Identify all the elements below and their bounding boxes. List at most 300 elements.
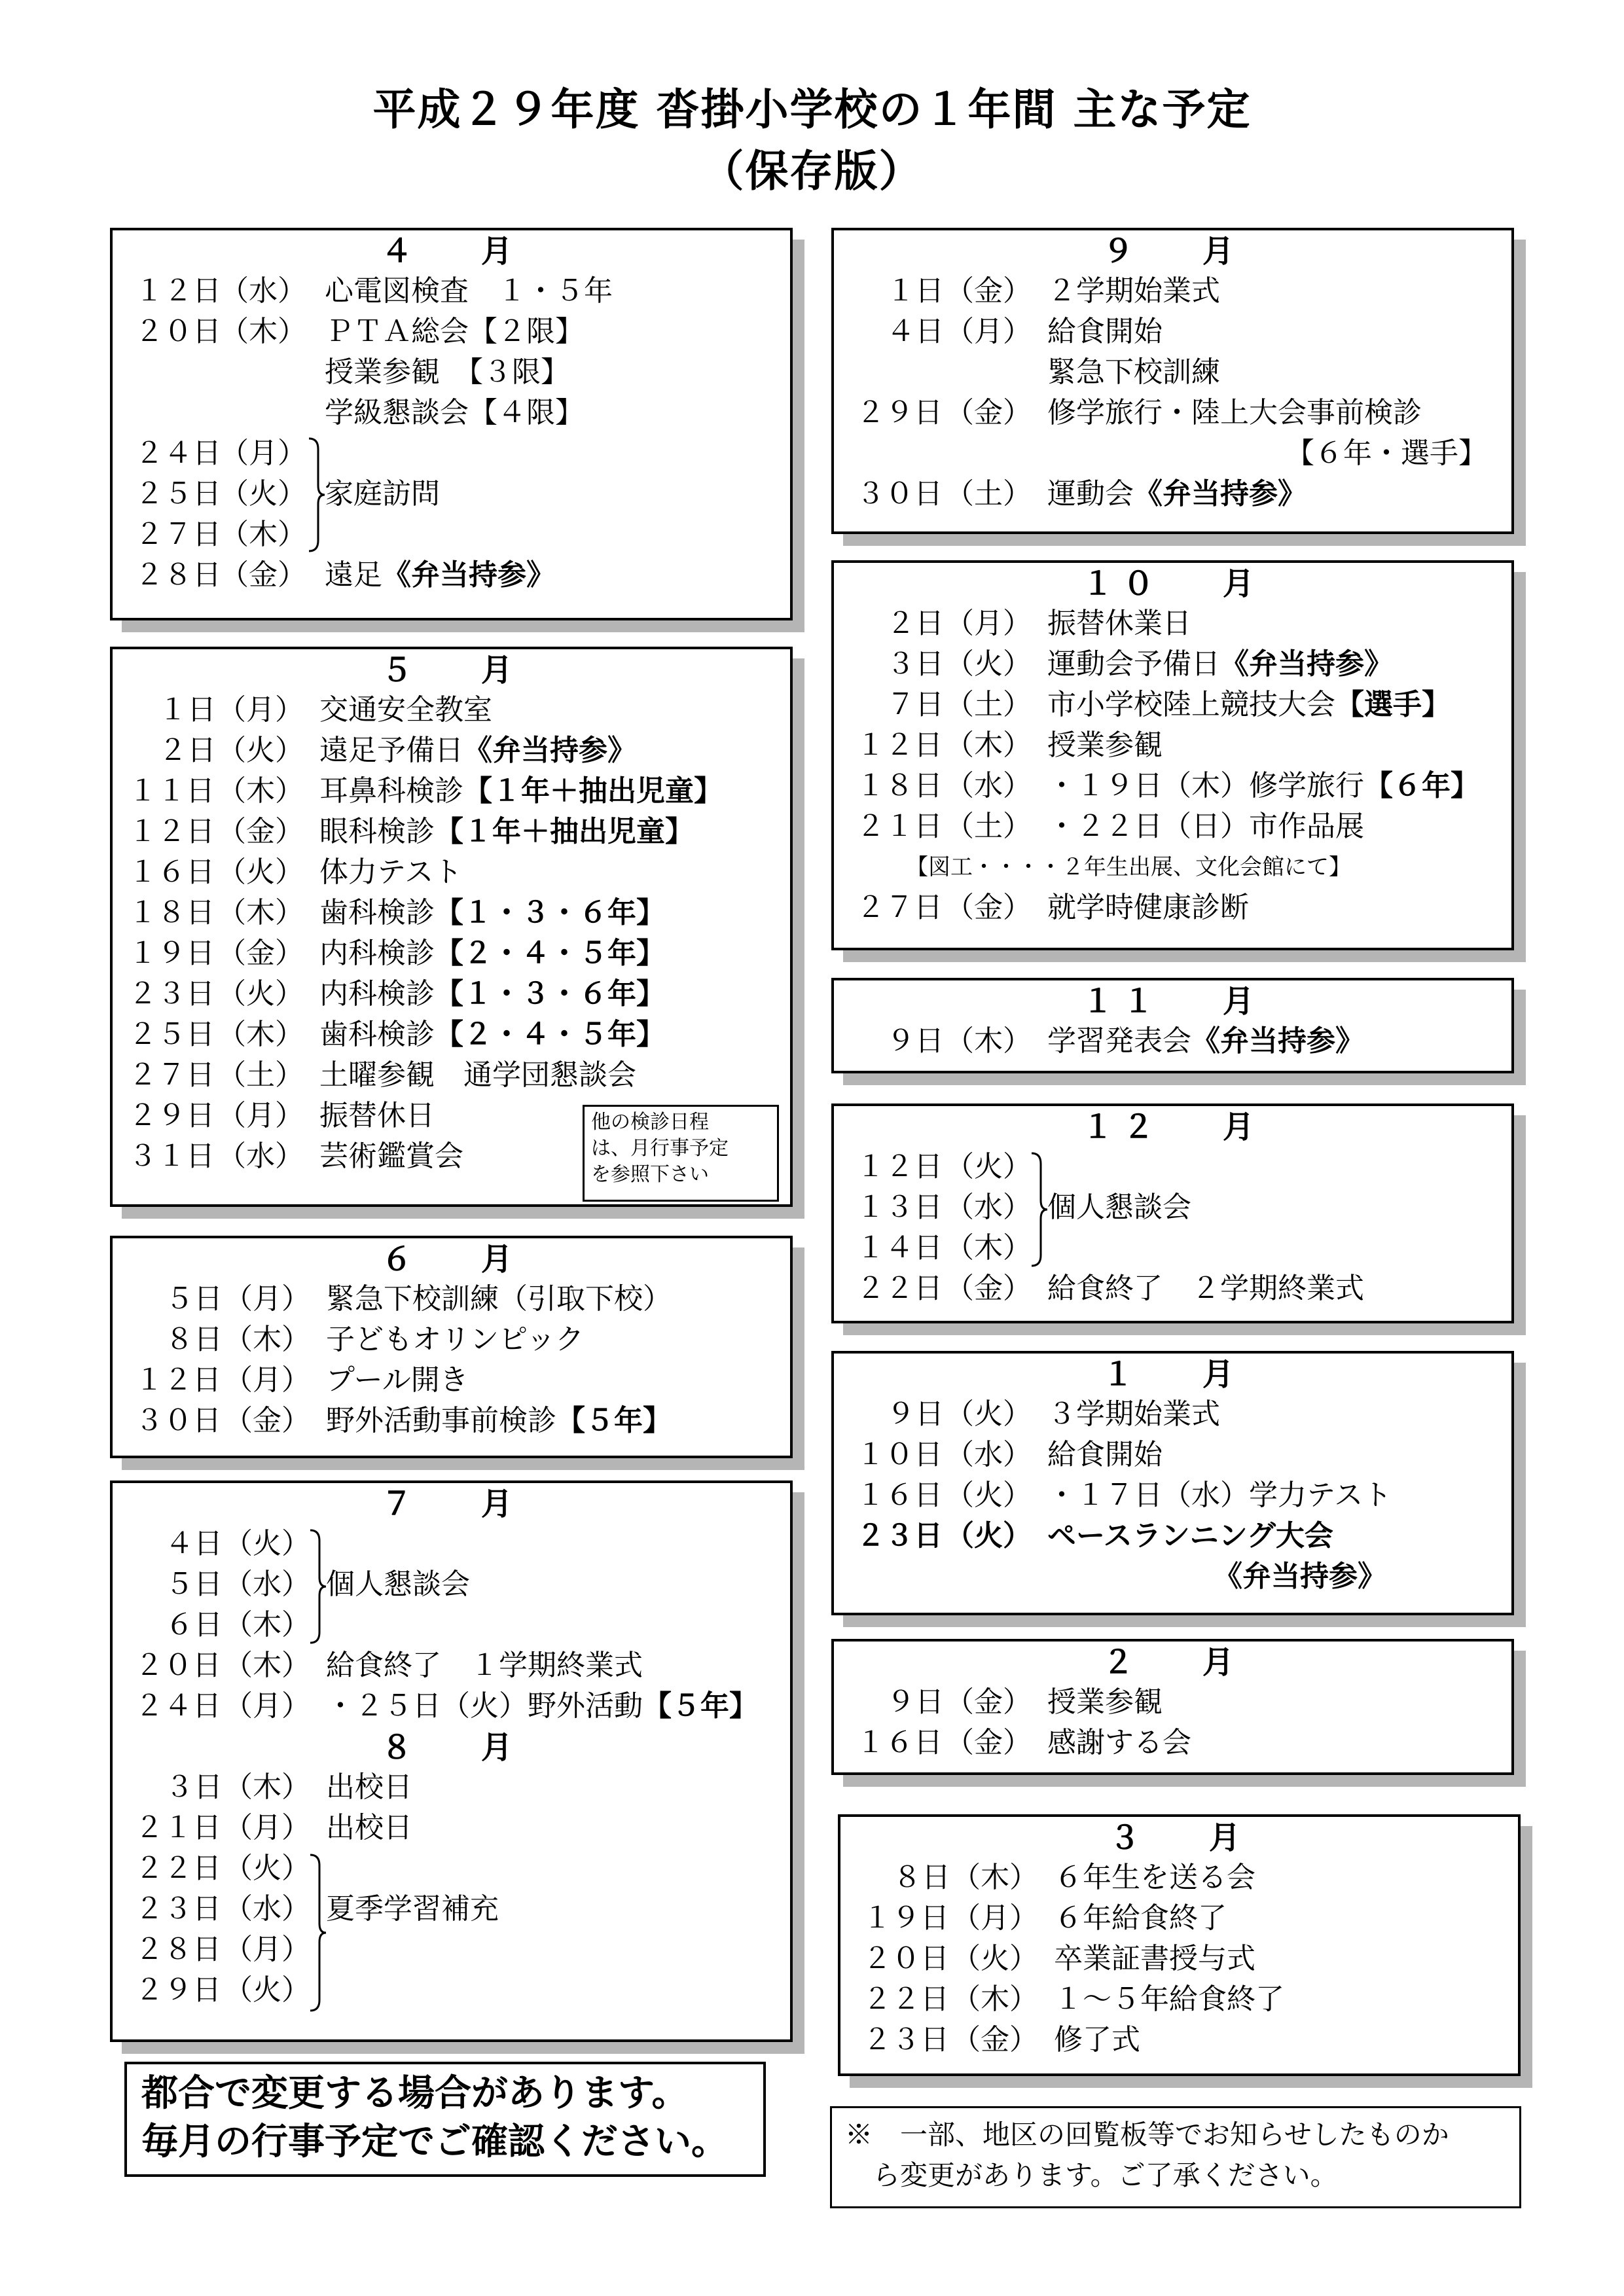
schedule-row [840,1939,1518,1979]
schedule-row [834,474,1511,514]
event-text: 耳鼻科検診 [319,774,463,808]
date: ２９日 [135,1973,221,2007]
event: 土曜参観 通学団懇談会 [319,1058,636,1092]
event: 給食終了 １学期終業式 [326,1649,643,1682]
date: ２７日 [128,1058,215,1092]
change-warning [124,2062,766,2177]
weekday: （木） [220,518,306,551]
weekday: （水） [945,769,1032,802]
event: 感謝する会 [1047,1726,1191,1759]
event: 緊急下校訓練 [1047,355,1220,389]
event: ６年給食終了 [1054,1901,1227,1935]
event-note: 【５年】 [556,1404,672,1437]
event-note: 【５年】 [643,1689,758,1723]
weekday: （木） [945,1024,1032,1058]
footnote [830,2106,1521,2208]
event: 修学旅行・陸上大会事前検診 [1047,396,1422,429]
weekday: （金） [945,1685,1032,1719]
event-note: 【１・３・６年】 [435,977,665,1011]
october-box [831,560,1514,950]
date: ２１日 [856,810,943,843]
schedule-row [834,1475,1511,1516]
schedule-row [113,433,790,474]
may-box [110,647,793,1207]
date: １日 [158,693,216,726]
event-note: 【１・３・６年】 [435,896,665,929]
date: ４日 [886,315,944,348]
weekday: （火） [217,855,304,889]
weekday: （月） [224,1811,310,1844]
weekday: （月） [945,315,1032,348]
event-note: 【１年＋抽出児童】 [463,774,723,808]
schedule-row [113,1970,790,2011]
january-box [831,1351,1514,1615]
schedule-row [834,1435,1511,1475]
weekday: （月） [224,1282,310,1316]
event-text: 運動会 [1047,477,1134,511]
weekday: （水） [224,1892,310,1926]
date: ９日 [886,1024,944,1058]
schedule-row [113,352,790,393]
weekday: （水） [217,1139,304,1173]
event: 授業参観 [1047,1685,1163,1719]
weekday: （金） [217,937,304,970]
weekday: （木） [220,315,306,348]
schedule-row [834,1147,1511,1187]
date: ２９日 [128,1099,215,1132]
event: ６年生を送る会 [1054,1861,1255,1894]
september-box [831,228,1514,534]
event-text: 歯科検診 [319,896,435,929]
schedule-row [834,766,1511,806]
date: １９日 [863,1901,949,1935]
date: ３１日 [128,1139,215,1173]
note-line: 他の検診日程 [591,1111,709,1134]
date: ２１日 [135,1811,221,1844]
schedule-row [113,1808,790,1848]
schedule-row [840,2020,1518,2060]
schedule-row [113,1360,790,1401]
date: ２５日 [135,477,221,511]
date: ６日 [165,1608,223,1641]
event [319,893,665,933]
event-text: 遠足予備日 [319,734,463,767]
schedule-row [840,1898,1518,1939]
date: ３日 [886,647,944,681]
schedule-row [113,1767,790,1808]
event-text: ・１９日（木）修学旅行 [1047,769,1364,802]
date: ２７日 [135,518,221,551]
weekday: （火） [224,1973,310,2007]
schedule-row [834,1723,1511,1763]
event [319,771,723,812]
schedule-row [834,1682,1511,1723]
date: １２日 [128,815,215,848]
date: ８日 [893,1861,950,1894]
weekday: （木） [224,1608,310,1641]
date: ２２日 [135,1852,221,1885]
schedule-row [834,312,1511,352]
month-heading: ８ 月 [381,1729,522,1766]
date: １６日 [856,1479,943,1512]
schedule-row [840,1857,1518,1898]
weekday: （金） [945,891,1032,924]
event-text: 市小学校陸上競技大会 [1047,688,1335,721]
schedule-row [113,1645,790,1686]
weekday: （月） [224,1363,310,1397]
november-box [831,978,1514,1073]
note-line: を参照下さい [591,1163,709,1186]
event [326,1686,758,1727]
schedule-row [834,1394,1511,1435]
schedule-row [834,725,1511,766]
schedule-row [113,893,790,933]
schedule-row [113,690,790,730]
weekday: （火） [224,1852,310,1885]
weekday: （土） [945,810,1032,843]
event-note: 《弁当持参》 [382,558,555,592]
schedule-row [113,1014,790,1055]
date: ２０日 [135,1649,221,1682]
weekday: （木） [217,896,304,929]
schedule-row [834,1516,1511,1556]
date: ８日 [165,1323,223,1356]
schedule-row [113,1848,790,1889]
month-heading: ４ 月 [381,233,522,270]
date: １３日 [856,1191,943,1224]
weekday: （土） [945,477,1032,511]
event-note: 【６年】 [1364,769,1479,802]
date: １２日 [135,274,221,308]
weekday: （月） [217,1099,304,1132]
date: １８日 [128,896,215,929]
note-line: は、月行事予定 [591,1137,729,1160]
event: 振替休業日 [1047,607,1191,640]
event [319,812,694,852]
event: 【６年・選手】 [1286,437,1487,470]
date: １４日 [856,1231,943,1265]
date: ２０日 [863,1942,949,1975]
date: １日 [886,274,944,308]
event: 子どもオリンピック [326,1323,585,1356]
event [319,974,665,1014]
date: １９日 [128,937,215,970]
event: 家庭訪問 [325,477,440,511]
date: ２４日 [135,1689,221,1723]
event: 出校日 [326,1811,412,1844]
weekday: （火） [952,1942,1038,1975]
weekday: （月） [217,693,304,726]
july-august-box [110,1480,793,2042]
schedule-row [113,852,790,893]
event: 夏季学習補充 [326,1892,499,1926]
other-checkups-note [583,1105,779,1202]
event: 【図工・・・・２年生出展、文化会館にて】 [906,854,1351,880]
weekday: （土） [217,1058,304,1092]
event [326,1401,672,1441]
weekday: （木） [224,1770,310,1804]
schedule-row [113,474,790,514]
date: １６日 [128,855,215,889]
event-note: 【２・４・５年】 [435,1018,665,1051]
date: ４日 [165,1527,223,1560]
date: ２３日 [128,977,215,1011]
schedule-row [834,1228,1511,1268]
schedule-row [113,555,790,596]
event: 出校日 [326,1770,412,1804]
page-subtitle: （保存版） [700,146,924,196]
event-note: 【１年＋抽出児童】 [435,815,694,848]
event-text: 内科検診 [319,937,435,970]
event-text: 野外活動事前検診 [326,1404,556,1437]
schedule-row [113,1055,790,1096]
event-text: 遠足 [325,558,382,592]
event: ・１７日（水）学力テスト [1047,1479,1392,1512]
event: ペースランニング大会 [1047,1519,1333,1552]
event-text: ・２５日（火）野外活動 [326,1689,643,1723]
event-note: 《弁当持参》 [1134,477,1307,511]
weekday: （火） [945,1150,1032,1183]
schedule-row [113,1401,790,1441]
schedule-row [834,1187,1511,1228]
event [319,1014,665,1055]
event: 体力テスト [319,855,463,889]
event: ３学期始業式 [1047,1397,1220,1431]
weekday: （月） [224,1689,310,1723]
date: １６日 [856,1726,943,1759]
weekday: （火） [217,734,304,767]
schedule-row [834,847,1511,888]
date: ２８日 [135,558,221,592]
schedule-row [834,393,1511,433]
date: ２３日 [135,1892,221,1926]
schedule-row [113,1524,790,1564]
date: ２５日 [128,1018,215,1051]
brace-icon [1029,1151,1049,1268]
event: 授業参観 [1047,728,1163,762]
date: ３日 [165,1770,223,1804]
schedule-row [113,1929,790,1970]
schedule-row [113,514,790,555]
weekday: （木） [952,1861,1038,1894]
december-box [831,1103,1514,1323]
event: 給食開始 [1047,315,1163,348]
weekday: （木） [952,1982,1038,2016]
event [1047,685,1451,725]
event: 心電図検査 １・５年 [325,274,613,308]
weekday: （火） [945,1479,1032,1512]
event [325,555,555,596]
footnote-line: ※ 一部、地区の回覧板等でお知らせしたものか [845,2119,1449,2151]
month-heading: ３ 月 [1109,1820,1250,1856]
event-note: 《弁当持参》 [1220,647,1393,681]
date: １１日 [128,774,215,808]
date: ５日 [165,1282,223,1316]
weekday: （金） [224,1404,310,1437]
weekday: （土） [945,688,1032,721]
weekday: （金） [945,274,1032,308]
event: 緊急下校訓練（引取下校） [326,1282,672,1316]
weekday: （金） [945,1272,1032,1305]
event-text: 眼科検診 [319,815,435,848]
brace-icon [308,1852,327,2013]
schedule-row [834,806,1511,847]
event-text: 学習発表会 [1047,1024,1191,1058]
schedule-row [834,1021,1511,1062]
event-note: 《弁当持参》 [1214,1560,1386,1593]
event [1047,1021,1364,1062]
event [1047,766,1479,806]
event: 就学時健康診断 [1047,891,1249,924]
schedule-row [113,393,790,433]
weekday: （月） [224,1933,310,1966]
date: ２４日 [135,437,221,470]
schedule-row [834,1268,1511,1309]
month-heading: ９ 月 [1102,233,1243,270]
february-box [831,1639,1514,1775]
weekday: （火） [945,647,1032,681]
weekday: （金） [945,1726,1032,1759]
month-heading: ２ 月 [1102,1644,1243,1681]
event: 授業参観 【３限】 [325,355,569,389]
event [1047,474,1307,514]
weekday: （木） [945,728,1032,762]
weekday: （木） [217,1018,304,1051]
schedule-row [834,603,1511,644]
date: ２２日 [863,1982,949,2016]
schedule-row [113,771,790,812]
event: ・２２日（日）市作品展 [1047,810,1364,843]
event: ＰＴＡ総会【２限】 [325,315,584,348]
event: １～５年給食終了 [1054,1982,1284,2016]
weekday: （金） [952,2023,1038,2056]
event: 個人懇談会 [1047,1191,1191,1224]
weekday: （月） [220,437,306,470]
schedule-row [834,1556,1511,1597]
month-heading: １１ 月 [1082,983,1263,1020]
brace-icon [308,1528,327,1645]
date: １８日 [856,769,943,802]
date: ２２日 [856,1272,943,1305]
date: １２日 [135,1363,221,1397]
weekday: （木） [217,774,304,808]
weekday: （水） [220,274,306,308]
date: ５日 [165,1568,223,1601]
month-heading: ６ 月 [381,1241,522,1278]
date: ２８日 [135,1933,221,1966]
event: 学級懇談会【４限】 [325,396,584,429]
schedule-row [113,730,790,771]
event: プール開き [326,1363,469,1397]
warning-line: 都合で変更する場合があります。 [141,2072,689,2115]
date: ２９日 [856,396,943,429]
weekday: （火） [220,477,306,511]
schedule-row [113,1564,790,1605]
event: 卒業証書授与式 [1054,1942,1255,1975]
date: ７日 [886,688,944,721]
schedule-row [113,812,790,852]
event-note: 【２・４・５年】 [435,937,665,970]
schedule-row [834,685,1511,725]
schedule-row [834,271,1511,312]
schedule-row [113,933,790,974]
weekday: （金） [217,815,304,848]
warning-line: 毎月の行事予定でご確認ください。 [141,2121,728,2163]
event: 芸術鑑賞会 [319,1139,463,1173]
schedule-row [113,1319,790,1360]
event-note: 【選手】 [1335,688,1451,721]
june-box [110,1236,793,1458]
weekday: （火） [945,1519,1032,1552]
event [319,933,665,974]
page-title: 平成２９年度 沓掛小学校の１年間 主な予定 [372,84,1252,135]
footnote-line: ら変更があります。ご了承ください。 [845,2159,1338,2191]
weekday: （火） [217,977,304,1011]
date: ２３日 [856,1519,943,1552]
weekday: （火） [224,1527,310,1560]
date: ２日 [886,607,944,640]
event-text: 内科検診 [319,977,435,1011]
april-box [110,228,793,620]
date: ９日 [886,1685,944,1719]
weekday: （月） [945,607,1032,640]
date: １２日 [856,728,943,762]
event-note: 《弁当持参》 [1191,1024,1364,1058]
weekday: （金） [220,558,306,592]
schedule-row [834,433,1511,474]
weekday: （水） [945,1191,1032,1224]
event: 給食開始 [1047,1438,1163,1471]
date: １０日 [856,1438,943,1471]
weekday: （月） [952,1901,1038,1935]
date: ２７日 [856,891,943,924]
month-heading: １０ 月 [1082,565,1263,602]
schedule-row [113,1605,790,1645]
event: 修了式 [1054,2023,1140,2056]
schedule-row [113,1279,790,1319]
event-text: 運動会予備日 [1047,647,1220,681]
schedule-row [113,1686,790,1727]
event: 個人懇談会 [326,1568,470,1601]
event [1047,644,1393,685]
event: ２学期始業式 [1047,274,1220,308]
date: ２日 [158,734,216,767]
month-heading: ７ 月 [381,1486,522,1522]
weekday: （木） [224,1649,310,1682]
schedule-row [113,1889,790,1929]
weekday: （木） [945,1231,1032,1265]
schedule-row [834,352,1511,393]
brace-icon [306,436,326,554]
march-box [838,1814,1521,2076]
schedule-row [113,312,790,352]
schedule-row [113,271,790,312]
schedule-row [840,1979,1518,2020]
schedule-row [834,644,1511,685]
month-heading: ５ 月 [381,652,522,689]
date: ９日 [886,1397,944,1431]
schedule-row [113,974,790,1014]
weekday: （木） [224,1323,310,1356]
weekday: （火） [945,1397,1032,1431]
date: ３０日 [856,477,943,511]
weekday: （水） [224,1568,310,1601]
weekday: （金） [945,396,1032,429]
date: １２日 [856,1150,943,1183]
schedule-row [834,888,1511,928]
event: 給食終了 ２学期終業式 [1047,1272,1364,1305]
date: ３０日 [135,1404,221,1437]
